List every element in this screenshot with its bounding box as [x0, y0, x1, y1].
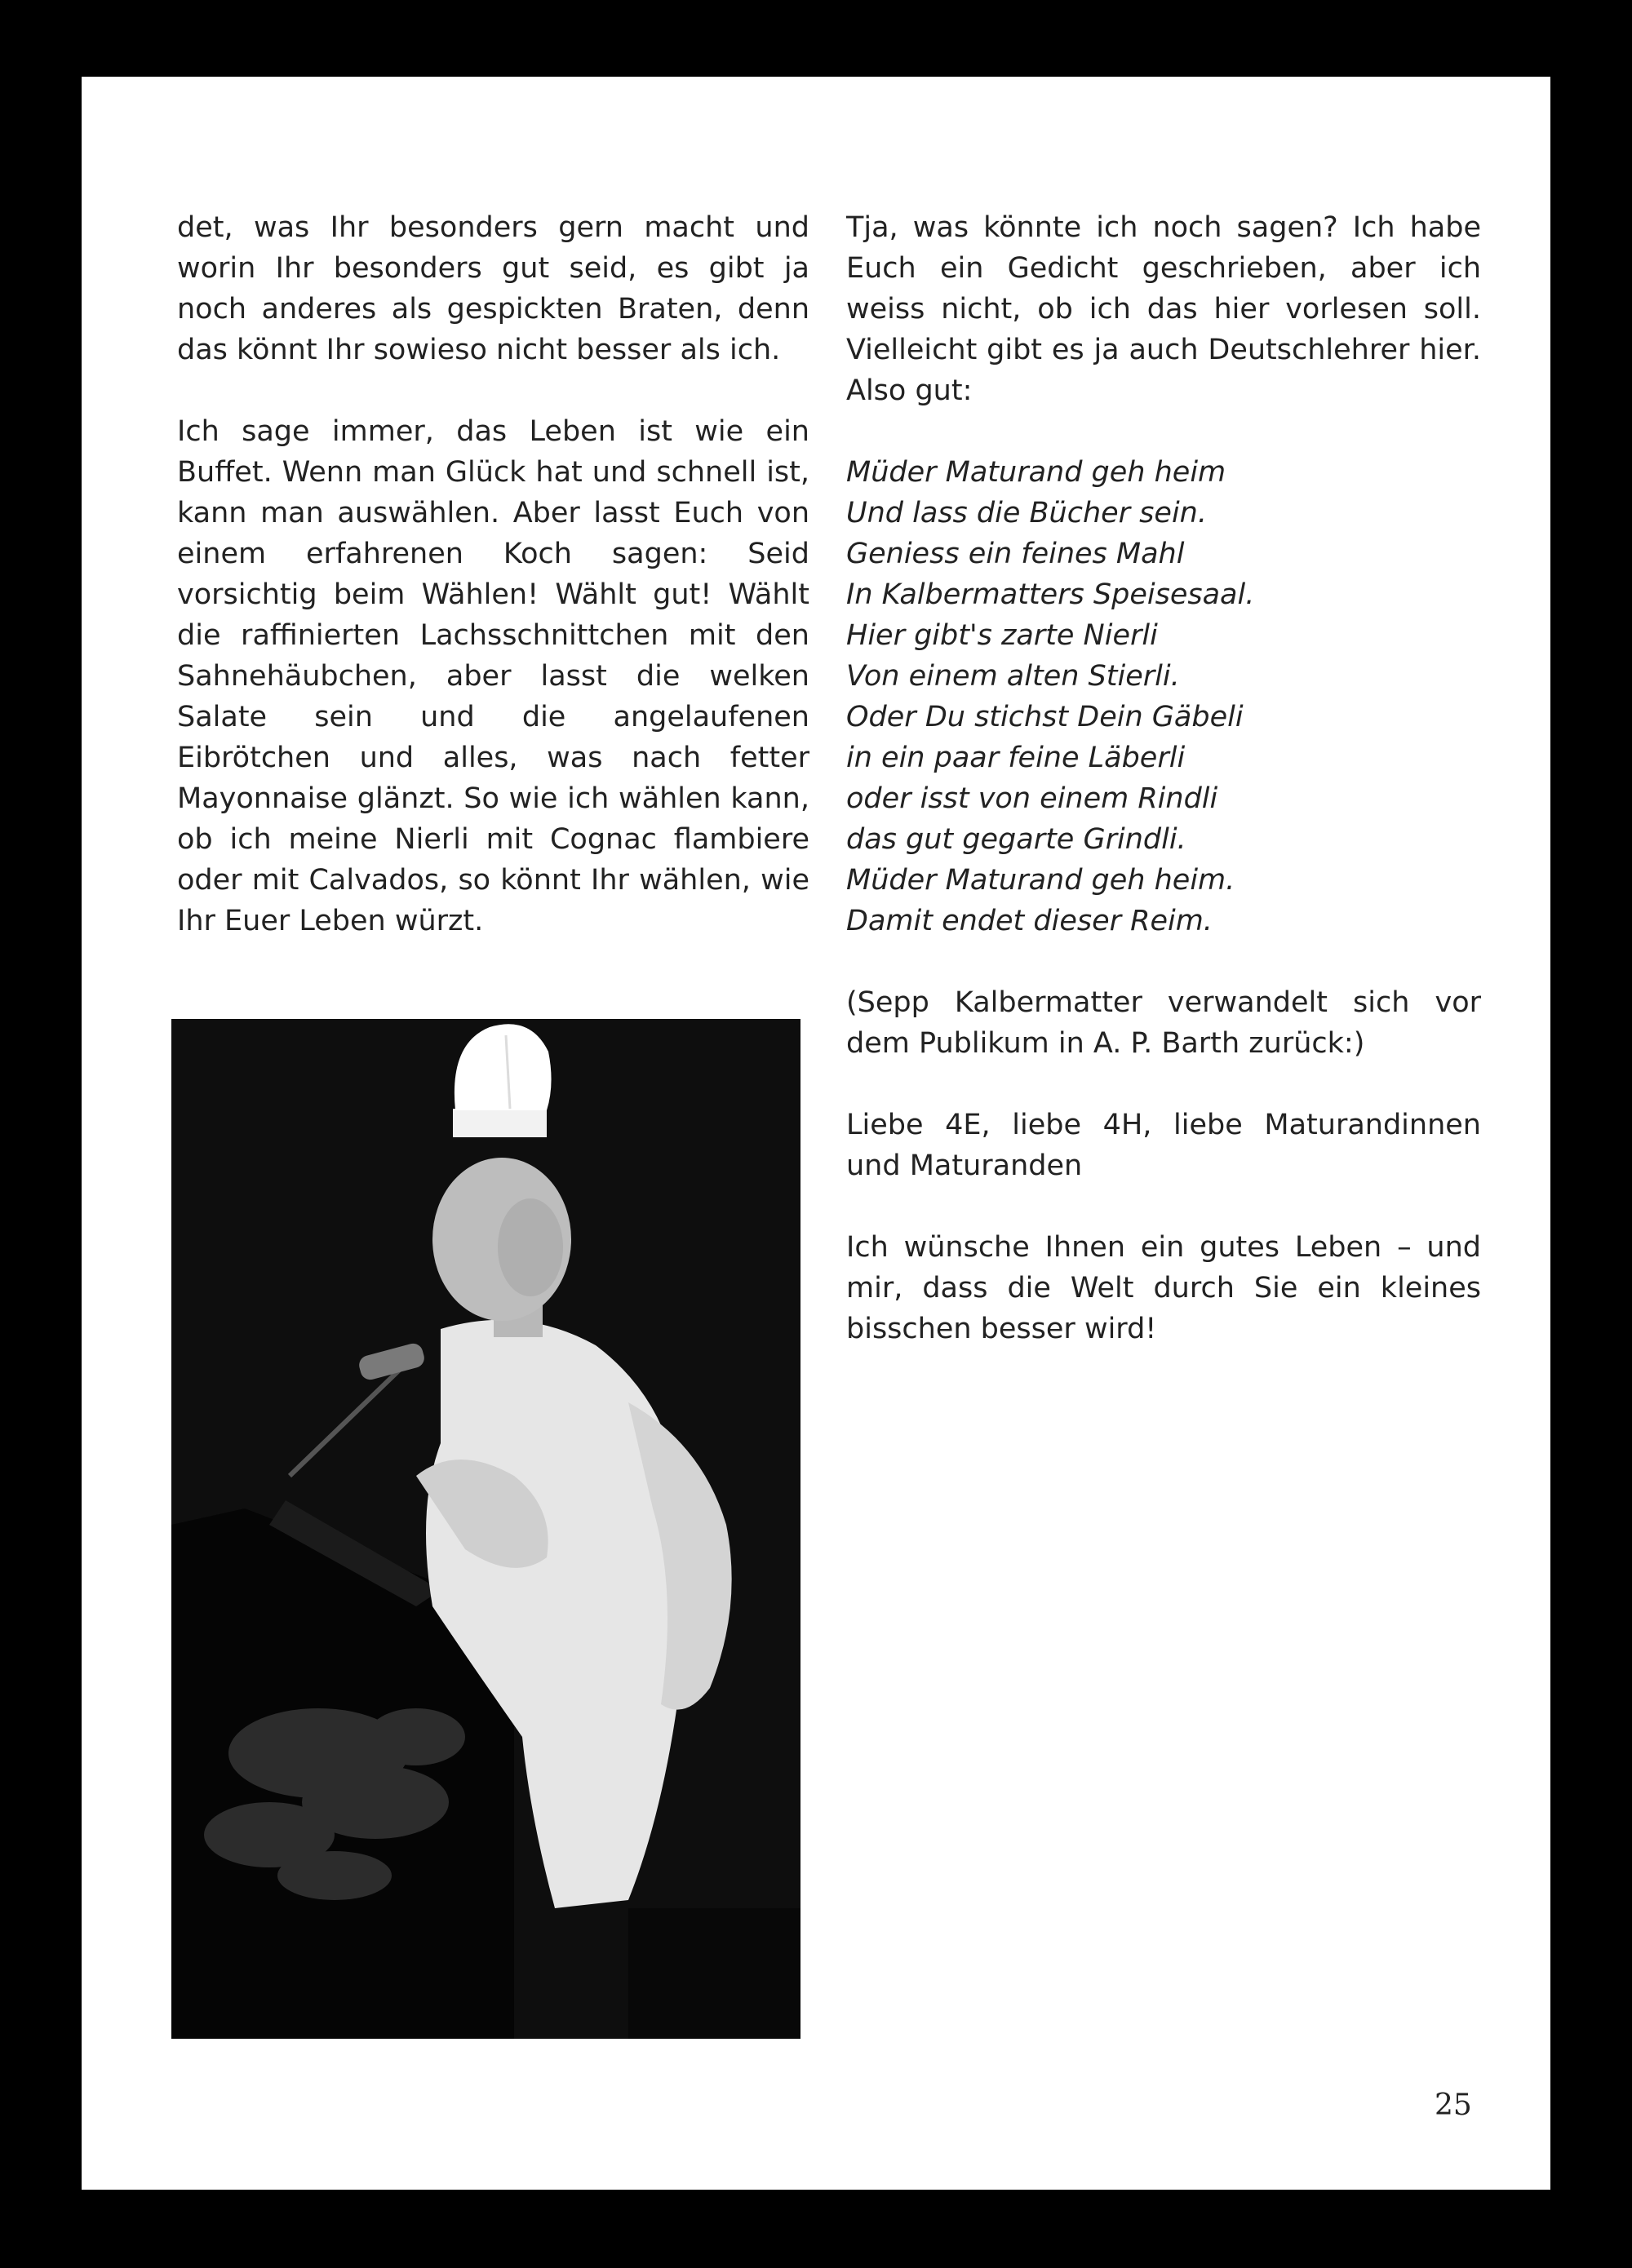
poem-line: Geniess ein feines Mahl	[846, 538, 1185, 570]
stage-direction: (Sepp Kalbermatter verwandelt sich vor dem Publikum in A. P. Barth zurück:)	[846, 986, 1481, 1060]
poem-line: in ein paar feine Läberli	[846, 742, 1186, 774]
intro-paragraph: Tja, was könnte ich noch sagen? Ich habe Euch ein Gedicht geschrieben, aber ich weiss nicht, ob ich das hier vorlesen soll. Vielleicht gibt es ja auch Deutschlehrer hier. Also gut:	[846, 211, 1481, 407]
poem	[846, 452, 1481, 941]
poem-line: Von einem alten Stierli.	[846, 660, 1180, 693]
left-column	[177, 207, 809, 941]
left-paragraph-1: det, was Ihr besonders gern macht und worin Ihr besonders gut seid, es gibt ja noch anderes als gespickten Braten, denn das könnt Ihr sowieso nicht besser als ich.	[177, 211, 809, 366]
right-column	[846, 207, 1481, 1349]
left-paragraph-2: Ich sage immer, das Leben ist wie ein Buffet. Wenn man Glück hat und schnell ist, kann man auswählen. Aber lasst Euch von einem erfahrenen Koch sagen: Seid vorsichtig beim Wählen! Wählt gut! Wählt die raffinierten Lachsschnittchen mit den Sahnehäubchen, aber lasst die welken Salate sein und die angelaufenen Eibrötchen und alles, was nach fetter Mayonnaise glänzt. So wie ich wählen kann, ob ich meine Nierli mit Cognac flambiere oder mit Calvados, so könnt Ihr wählen, wie Ihr Euer Leben würzt.	[177, 415, 809, 937]
poem-line: das gut gegarte Grindli.	[846, 823, 1186, 856]
poem-line: Müder Maturand geh heim.	[846, 864, 1235, 897]
page-number: 25	[1435, 2089, 1472, 2122]
chef-illustration	[171, 1019, 800, 2039]
poem-line: Und lass die Bücher sein.	[846, 497, 1207, 529]
poem-line: Oder Du stichst Dein Gäbeli	[846, 701, 1244, 733]
greeting-paragraph: Liebe 4E, liebe 4H, liebe Maturandinnen und Maturanden	[846, 1109, 1481, 1182]
poem-line: oder isst von einem Rindli	[846, 782, 1218, 815]
poem-line: Damit endet dieser Reim.	[846, 905, 1213, 937]
poem-line: Müder Maturand geh heim	[846, 456, 1226, 489]
poem-line: Hier gibt's zarte Nierli	[846, 619, 1158, 652]
page	[82, 77, 1550, 2190]
closing-paragraph: Ich wünsche Ihnen ein gutes Leben – und mir, dass die Welt durch Sie ein kleines bisschen besser wird!	[846, 1231, 1481, 1345]
chef-photo	[171, 1019, 800, 2039]
poem-line: In Kalbermatters Speisesaal.	[846, 578, 1255, 611]
chef-hat-band	[453, 1109, 547, 1137]
